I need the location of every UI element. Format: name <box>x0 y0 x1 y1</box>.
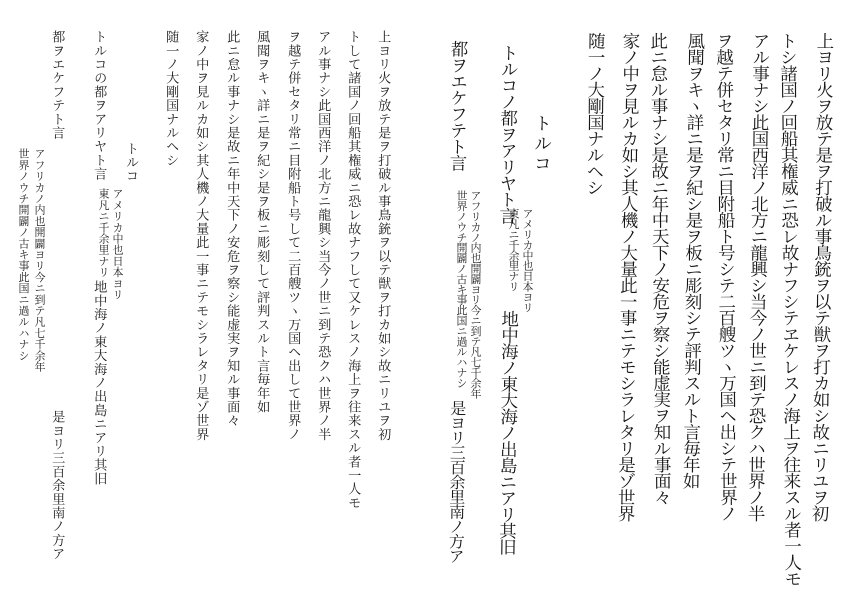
transcription-column-6: 此ニ怠ル事ナシ是故ニ年中天下ノ安危ヲ察シ能虚実ヲ知ル事面々 <box>224 30 240 428</box>
manuscript-capital-line-lower: 是ヨリ三百余里南ノ方ア <box>446 399 467 563</box>
manuscript-capital-line: 都ヲエケフテト言 <box>446 39 469 171</box>
transcription-column-4: ヲ越テ併セタリ常ニ目附船ト号して二百艘ツヽ万国ヘ出して世界ノ <box>285 30 301 441</box>
manuscript-note-upper-2: 東凡ニ千余里ナリ <box>507 208 520 292</box>
transcription-turkey-line-lower: 地中海ノ東大海ノ出島ニアリ其旧 <box>91 280 107 486</box>
manuscript-column-2: トシ諸国ノ回船其権威ニ恐レ故ナフシテヱケレスノ海上ヲ往来スル者一人モ <box>777 31 802 587</box>
transcription-heading: トルコ <box>123 142 138 183</box>
transcription-note-upper-1: アメリカ中也日本ヨリ <box>111 188 124 300</box>
transcription-column-7: 家ノ中ヲ見ルカ如シ其人機ノ大量此一事ニテモシラレタリ是ゾ世界 <box>193 30 209 441</box>
manuscript-column-4: ヲ越テ併セタリ常ニ目附船ト号シテ二百艘ツヽ万国ヘ出シテ世界ノ <box>713 31 738 522</box>
transcription-note-lower-1: アフリカノ内也開闢ヨリ今ニ到テ凡七千余年 <box>33 148 46 372</box>
transcription-column-3: アル事ナシ此国西洋ノ北方ニ龍興シ当今ノ世ニ到テ恐クハ世界ノ半 <box>315 30 331 441</box>
manuscript-heading: トルコ <box>530 113 553 175</box>
transcription-note-lower-2: 世界ノウチ開闢ノ古キ事此国ニ過ルハナシ <box>17 148 30 361</box>
transcription-panel <box>17 30 400 610</box>
manuscript-turkey-line-lower: 地中海ノ東大海ノ出島ニアリ其旧 <box>496 309 519 555</box>
transcription-column-8: 随一ノ大剛国ナルヘシ <box>163 30 179 167</box>
transcription-column-1: 上ヨリ火ヲ放テ是ヲ打破ル事鳥銃ヲ以テ獣ヲ打カ如シ故ニリユヲ初 <box>375 30 391 441</box>
manuscript-note-lower-2: 世界ノウチ開闢ノ古キ事此国ニ過ルハナシ <box>455 190 468 388</box>
manuscript-note-lower-1: アフリカノ内也開闢ヨリ今ニ到テ凡七千余年 <box>469 190 482 399</box>
transcription-column-5: 風聞ヲキヽ詳ニ是ヲ紀シ是ヲ板ニ彫刻して評判スルト言毎年如 <box>254 30 270 414</box>
transcription-capital-line-lower: 是ヨリ三百余里南ノ方ア <box>49 410 65 561</box>
transcription-note-upper-2: 東凡ニ千余里ナリ <box>97 188 110 278</box>
manuscript-turkey-line: トルコノ都ヲアリヤト言 <box>496 43 519 224</box>
manuscript-note-upper-1: アメリカ中也日本ヨリ <box>521 208 534 313</box>
transcription-turkey-line: トルコの都ヲアリヤト言 <box>91 30 107 181</box>
manuscript-column-6: 此ニ怠ル事ナシ是故ニ年中天下ノ安危ヲ察シ能虚実ヲ知ル事面々 <box>647 31 672 505</box>
manuscript-column-3: アル事ナシ此国西洋ノ北方ニ龍興シ当今ノ世ニ到テ恐クハ世界ノ半 <box>744 31 771 522</box>
manuscript-column-7: 家ノ中ヲ見ルカ如シ其人機ノ大量此一事ニテモシラレタリ是ゾ世界 <box>614 31 641 522</box>
manuscript-column-8: 随一ノ大剛国ナルヘシ <box>583 31 606 196</box>
manuscript-column-1: 上ヨリ火ヲ放テ是ヲ打破ル事鳥銃ヲ以テ獣ヲ打カ如シ故ニリユヲ初 <box>808 31 835 522</box>
manuscript-panel <box>440 10 840 610</box>
transcription-capital-line: 都ヲエケフテト言 <box>49 30 65 140</box>
transcription-column-2: トして諸国ノ回船其権威ニ恐レ故ナフして又ケレスノ海上ヲ往来スル者一人モ <box>345 30 361 510</box>
manuscript-column-5: 風聞ヲキヽ詳ニ是ヲ紀シ是ヲ板ニ彫刻シテ評判スルト言毎年如 <box>680 31 705 489</box>
